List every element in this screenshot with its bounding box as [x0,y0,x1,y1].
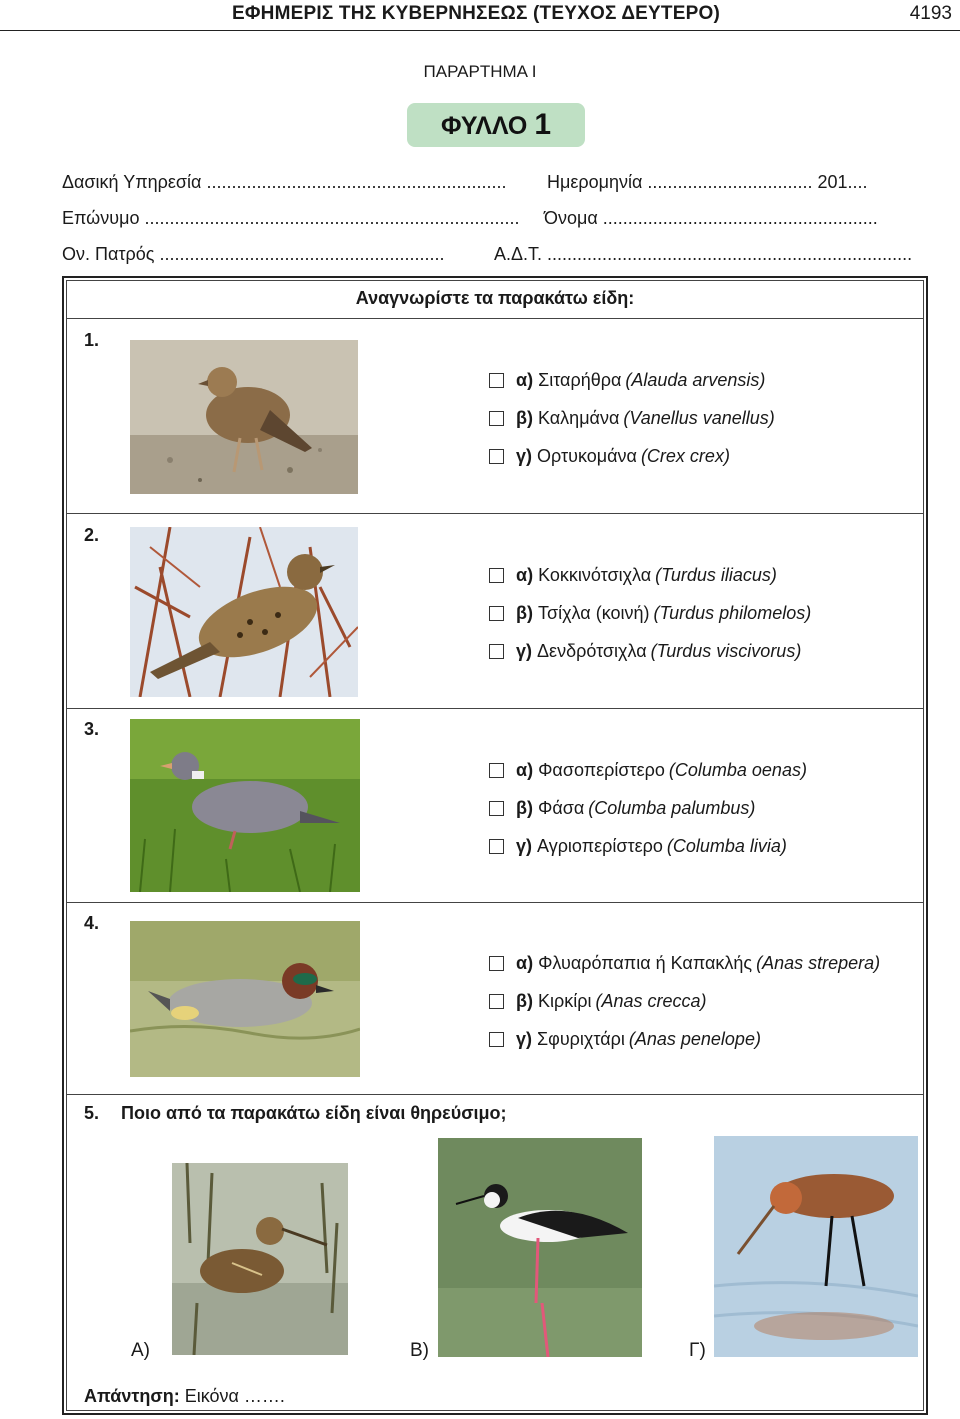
godwit-photo [714,1136,918,1357]
annex-heading: ΠΑΡΑΡΤΗΜΑ Ι [423,62,537,81]
teal-photo [130,921,360,1077]
task-title: Αναγνωρίστε τα παρακάτω είδη: [355,288,635,308]
question-number: 3. [84,719,100,739]
father-name-field[interactable]: Ον. Πατρός ......................................................... [62,244,445,264]
image-label-a: Α) [131,1340,150,1361]
checkbox[interactable] [489,801,504,816]
header-divider [0,30,960,31]
answer-text: Εικόνα ……. [184,1386,285,1406]
checkbox[interactable] [489,994,504,1009]
divider [66,318,924,319]
option-3c[interactable]: γ) Αγριοπερίστερο (Columba livia) [489,836,787,857]
option-2b[interactable]: β) Τσίχλα (κοινή) (Turdus philomelos) [489,603,811,624]
checkbox[interactable] [489,1032,504,1047]
page-number: 4193 [909,3,952,24]
option-3b[interactable]: β) Φάσα (Columba palumbus) [489,798,755,819]
snipe-photo [172,1163,348,1355]
image-label-c: Γ) [689,1340,706,1361]
checkbox[interactable] [489,644,504,659]
stilt-photo [438,1138,642,1357]
gazette-title: ΕΦΗΜΕΡΙΣ ΤΗΣ ΚΥΒΕΡΝΗΣΕΩΣ (ΤΕΥΧΟΣ ΔΕΥΤΕΡΟ) [232,3,720,24]
answer-label: Απάντηση: [84,1386,180,1406]
divider [66,1094,924,1095]
checkbox[interactable] [489,373,504,388]
question-number: 1. [84,330,100,350]
checkbox[interactable] [489,763,504,778]
sheet-number: 1 [534,108,551,141]
checkbox[interactable] [489,568,504,583]
option-1a[interactable]: α) Σιταρήθρα (Alauda arvensis) [489,370,765,391]
question-number: 5. [84,1103,100,1123]
divider [66,708,924,709]
checkbox[interactable] [489,411,504,426]
option-4c[interactable]: γ) Σφυριχτάρι (Anas penelope) [489,1029,761,1050]
pigeon-photo [130,719,360,892]
option-3a[interactable]: α) Φασοπερίστερο (Columba oenas) [489,760,807,781]
id-number-field[interactable]: Α.Δ.Τ. ......................................................................... [494,244,913,264]
question-5 [84,1103,507,1124]
question-number: 2. [84,525,100,545]
checkbox[interactable] [489,606,504,621]
option-4b[interactable]: β) Κιρκίρι (Anas crecca) [489,991,707,1012]
checkbox[interactable] [489,839,504,854]
divider [66,902,924,903]
divider [66,513,924,514]
image-label-b: Β) [410,1340,429,1361]
question-5-text: Ποιο από τα παρακάτω είδη είναι θηρεύσιμο; [121,1103,507,1123]
sheet-badge [407,103,585,147]
question-number: 4. [84,913,100,933]
name-field[interactable]: Όνομα ....................................................... [544,208,878,228]
option-2c[interactable]: γ) Δενδρότσιχλα (Turdus viscivorus) [489,641,801,662]
checkbox[interactable] [489,449,504,464]
answer-field[interactable] [84,1386,285,1407]
option-1b[interactable]: β) Καλημάνα (Vanellus vanellus) [489,408,775,429]
thrush-photo [130,527,358,697]
option-1c[interactable]: γ) Ορτυκομάνα (Crex crex) [489,446,730,467]
date-field[interactable]: Ημερομηνία ................................. 201.... [547,172,868,192]
forest-service-field[interactable]: Δασική Υπηρεσία ............................................................ [62,172,507,192]
option-2a[interactable]: α) Κοκκινότσιχλα (Turdus iliacus) [489,565,777,586]
surname-field[interactable]: Επώνυμο ........................................................................... [62,208,520,228]
skylark-photo [130,340,358,494]
sheet-word: ΦΥΛΛΟ [441,112,528,140]
checkbox[interactable] [489,956,504,971]
option-4a[interactable]: α) Φλυαρόπαπια ή Καπακλής (Anas strepera) [489,953,880,974]
